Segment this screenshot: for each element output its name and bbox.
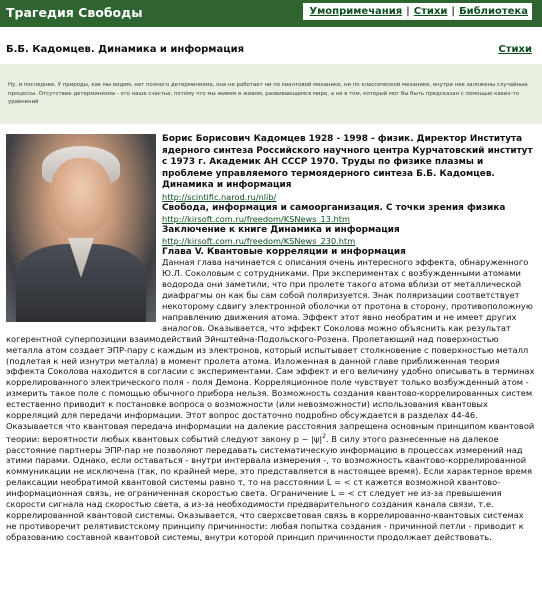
intro-text: Ну, и последнее. У природы, как мы видим, нет полного детерминизма, она не работает ни по квантовой механике, ни по классической механике, внутри нее заложены случайные процессы. Отсутствие детерминизма - это наше счастье, потому что мы живем в живом, развивающемся мире, а не в том, который мог бы быть предсказан с помощью каких-то уравнений bbox=[8, 82, 528, 105]
stikhi-link[interactable]: Стихи bbox=[498, 44, 532, 55]
top-nav bbox=[303, 3, 532, 20]
top-bar bbox=[0, 0, 542, 27]
author-photo bbox=[6, 134, 156, 322]
link-ksnews-13[interactable]: http://kirsoft.com.ru/freedom/KSNews_13.htm bbox=[162, 213, 350, 224]
nav-link-biblioteka[interactable]: Библиотека bbox=[459, 6, 528, 17]
link-ksnews-230[interactable]: http://kirsoft.com.ru/freedom/KSNews_230.htm bbox=[162, 235, 356, 246]
nav-separator: | bbox=[406, 6, 410, 17]
chapter-body-part2: . В силу этого разнесенные на далекое расстояние партнеры ЭПР-пар не позволяют передавать систематическую информацию в процессах измерений над этими парами. Однако, если оставаться - внутри интервала измерения -, то возможность квантово-коррелированной коммуникации не исключена (так, по крайней мере, это представляется в настоящее время). Если характерное время релаксации необратимой квантовой системы равно τ, то на расстоянии L = < cτ кажется возможной квантово-информационная связь, не ограниченная скоростью света. Ограничение L = < cτ следует не из-за превышения скорости сигнала над скоростью света, а из-за необходимости предварительного создания канала связи, т.е. коррелированной квантовой системы. Оказывается, что сверхсветовая связь в коррелированно-квантовых системах не противоречит релятивистскому принципу причинности: любая попытка создания - причинной петли - приводит к образованию составной квантовой системы, внутри которой принцип причинности продолжает действовать. bbox=[6, 433, 533, 542]
related-title-freedom: Свобода, информация и самоорганизация. С точки зрения физика bbox=[162, 202, 506, 213]
nav-link-stikhi[interactable]: Стихи bbox=[413, 6, 448, 17]
chapter-title: Глава V. Квантовые корреляции и информация bbox=[162, 246, 406, 257]
page-title: Б.Б. Кадомцев. Динамика и информация bbox=[6, 44, 245, 55]
related-title-conclusion: Заключение к книге Динамика и информация bbox=[162, 224, 400, 235]
link-narod[interactable]: http://scintific.narod.ru/nlib/ bbox=[162, 191, 277, 202]
photo-face bbox=[50, 158, 112, 236]
article bbox=[6, 134, 536, 543]
chapter-body-part1: Данная глава начинается с описания очень интересного эффекта, обнаруженного Ю.Л. Соколовым с сотрудниками. При экспериментах с возбужденными атомами водорода они заметили, что при пролете такого атома вблизи от металлической диафрагмы он как бы сам собой поляризуется. Знак поляризации соответствует некоторому сдвигу электронной оболочки от протона в сторону, противоположную направлению движения атома. Эффект этот явно необратим и не имеет других аналогов. Оказывается, что эффект Соколова можно объяснить как результат когерентной суперпозиции взаимодействий Эйнштейна-Подольского-Розена. Пролетающий над поверхностью металла атом создает ЭПР-пару с каждым из электронов, который испытывает столкновение с поверхностью металл (подлетая к ней изнутри металла) в момент пролета атома. Изложенная в данной главе приближенная теория эффекта Соколова находится в согласии с экспериментами. Сам эффект и его величину удобно описывать в терминах коррелированного электрического поля - поля Демона. Корреляционное поле чувствует только возбужденный атом - измерить такое поле с помощью обычного прибора нельзя. Возможность создания квантово-коррелированных систем естественно приводит к постановке вопроса о возможности (или невозможности) использования квантовых корреляций для передачи информации. Этот вопрос достаточно подробно обсуждается в разделах 44-46. Оказывается что квантовая передача информации на далекие расстояния запрещена основным принципом квантовой теории: вероятности любых квантовых событий следуют закону p ~ |ψ| bbox=[6, 257, 535, 444]
nav-link-umoprimechaniya[interactable]: Умопримечания bbox=[309, 6, 403, 17]
nav-separator: | bbox=[451, 6, 456, 17]
site-title[interactable]: Трагедия Свободы bbox=[6, 5, 143, 20]
author-bio: Борис Борисович Кадомцев 1928 - 1998 - физик. Директор Института ядерного синтеза Российского научного центра Курчатовский институт с 1973 г. Академик АН СССР 1970. Труды по физике плазмы и проблеме управляемого термоядерного синтеза Б.Б. Кадомцев. Динамика и информация bbox=[162, 134, 533, 191]
superscript: 2 bbox=[322, 432, 326, 440]
